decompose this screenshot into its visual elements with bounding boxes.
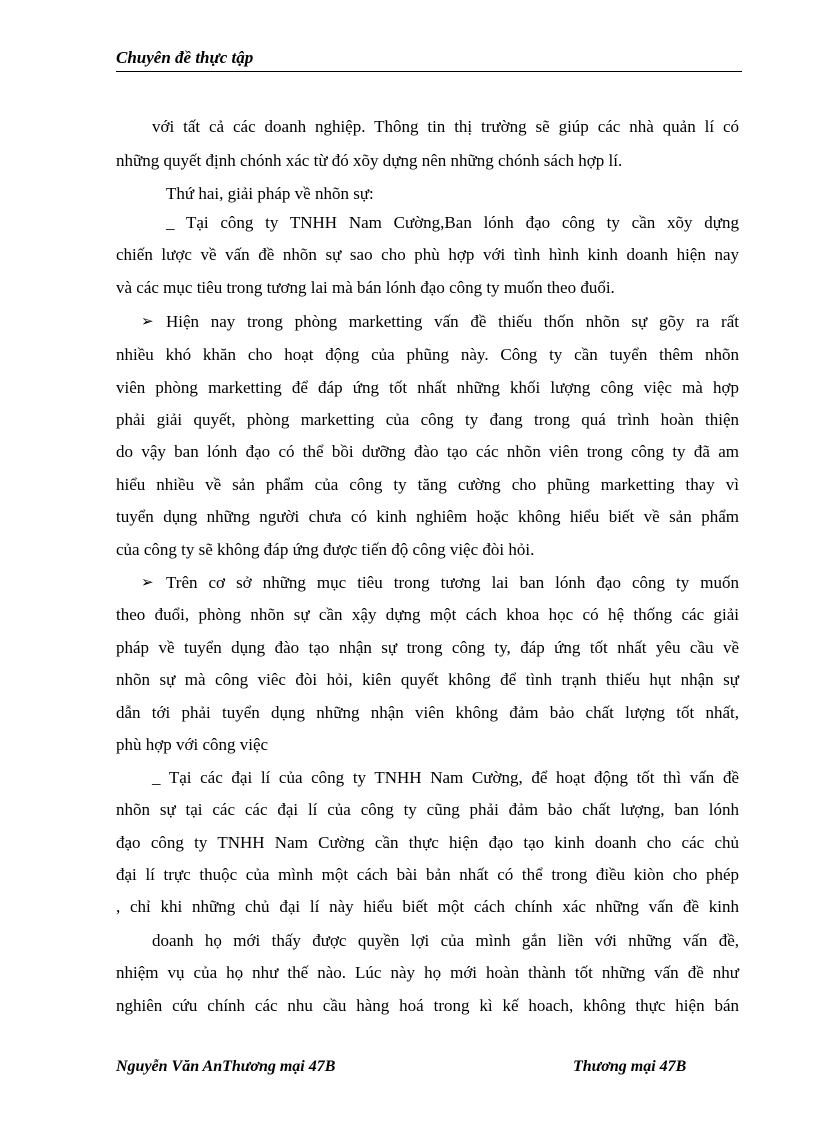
text-line: nhõn sự tại các các đại lí của công ty cũng phải đảm bảo chất lượng, ban lónh <box>116 800 739 819</box>
text-line: dẫn tới phải tuyển dụng những nhận viên không đảm bảo chất lượng tốt nhất, <box>116 703 739 722</box>
arrow-bullet-icon: ➢ <box>141 314 154 330</box>
text-line: Hiện nay trong phòng marketting vấn đề thiếu thốn nhõn sự gõy ra rất <box>166 312 739 331</box>
footer-class: Thương mại 47B <box>573 1058 687 1075</box>
page-header-title: Chuyên đề thực tập <box>116 48 254 67</box>
text-line: chiến lược về vấn đề nhõn sự sao cho phù hợp với tình hình kinh doanh hiện nay <box>116 245 739 264</box>
text-line: _ Tại công ty TNHH Nam Cường,Ban lónh đạo công ty cần xõy dựng <box>166 213 739 232</box>
text-line: , chỉ khi những chủ đại lí này hiểu biết một cách chính xác những vấn đề kinh <box>116 897 739 916</box>
text-line: viên phòng marketting để đáp ứng tốt nhất những khối lượng công việc mà hợp <box>116 378 739 397</box>
header-divider <box>116 71 742 72</box>
text-line: nghiên cứu chính các nhu cầu hàng hoá trong kì kế hoach, không thực hiện bán <box>116 996 739 1015</box>
text-line: với tất cả các doanh nghiệp. Thông tin thị trường sẽ giúp các nhà quản lí có <box>152 117 739 136</box>
text-line: Thứ hai, giải pháp về nhõn sự: <box>166 184 374 203</box>
text-line: và các mục tiêu trong tương lai mà bán lónh đạo công ty muốn theo đuổi. <box>116 278 615 297</box>
text-line: pháp về tuyển dụng đào tạo nhận sự trong công ty, đáp ứng tốt nhất yêu cầu về <box>116 638 739 657</box>
text-line: phải giải quyết, phòng marketting của công ty đang trong quá trình hoàn thiện <box>116 410 739 429</box>
text-line: do vậy ban lónh đạo có thể bồi dưỡng đào tạo các nhõn viên trong công ty đã am <box>116 442 739 461</box>
text-line: của công ty sẽ không đáp ứng được tiến độ công việc đòi hỏi. <box>116 540 535 559</box>
arrow-bullet-icon: ➢ <box>141 575 154 591</box>
text-line: tuyển dụng những người chưa có kinh nghiêm hoặc không hiểu biết về sản phẩm <box>116 507 739 526</box>
text-line: nhõn sự mà công viêc đòi hỏi, kiên quyết không để tình trạnh thiếu hụt nhận sự <box>116 670 739 689</box>
text-line: theo đuổi, phòng nhõn sự cần xậy dựng một cách khoa học có hệ thống các giải <box>116 605 739 624</box>
text-line: nhiệm vụ của họ như thế nào. Lúc này họ mới hoàn thành tốt những vấn đề như <box>116 963 739 982</box>
text-line: đạo công ty TNHH Nam Cường cần thực hiện đạo tạo kinh doanh cho các chủ <box>116 833 739 852</box>
text-line: phù hợp với công việc <box>116 735 269 754</box>
footer-author: Nguyễn Văn AnThương mại 47B <box>116 1058 336 1075</box>
text-line: đại lí trực thuộc của mình một cách bài bản nhất có thể trong điều kiòn cho phép <box>116 865 739 884</box>
text-line: _ Tại các đại lí của công ty TNHH Nam Cường, để hoạt động tốt thì vấn đề <box>152 768 739 787</box>
text-line: hiểu nhiều về sản phẩm của công ty tăng cường cho phũng marketting thay vì <box>116 475 739 494</box>
text-line: doanh họ mới thấy được quyền lợi của mình gắn liền với những vấn đề, <box>152 931 739 950</box>
text-line: nhiều khó khăn cho hoạt động của phũng này. Công ty cần tuyển thêm nhõn <box>116 345 739 364</box>
text-line: những quyết định chónh xác từ đó xõy dựng nên những chónh sách hợp lí. <box>116 151 623 170</box>
text-line: Trên cơ sở những mục tiêu trong tương lai ban lónh đạo công ty muốn <box>166 573 739 592</box>
